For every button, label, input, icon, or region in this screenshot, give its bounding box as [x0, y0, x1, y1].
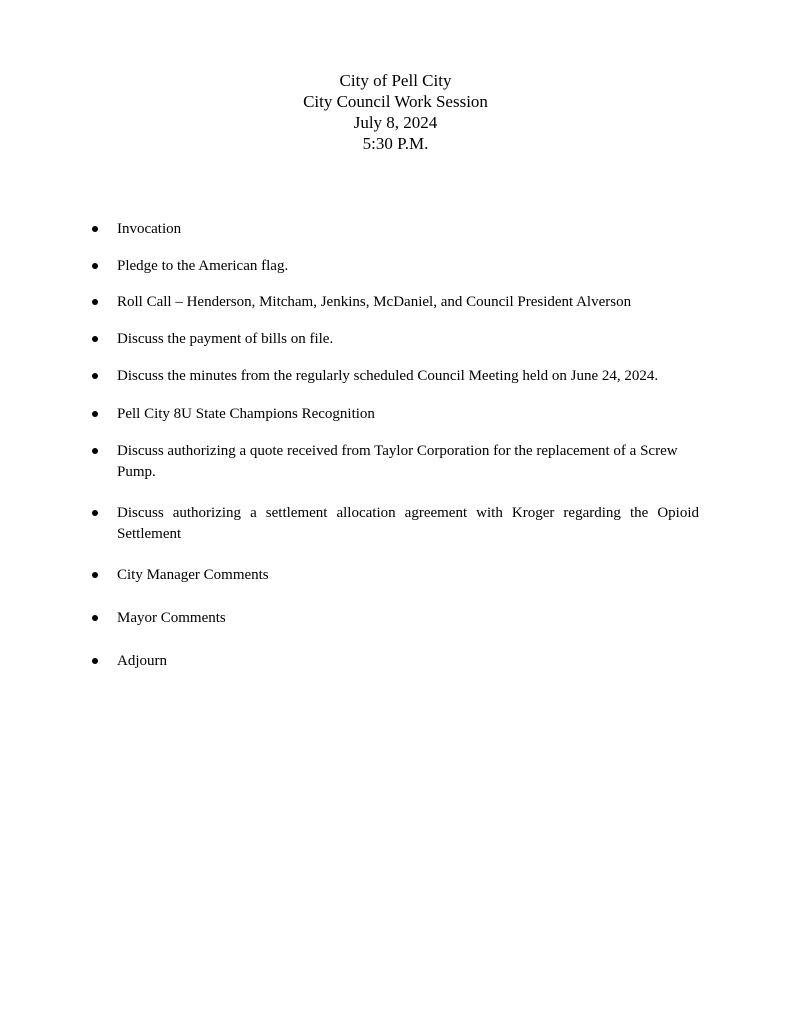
- agenda-item-text: Discuss the minutes from the regularly scheduled Council Meeting held on June 24, 2024.: [117, 368, 659, 384]
- bullet-icon: [92, 510, 98, 516]
- agenda-item-text: Pledge to the American flag.: [117, 258, 289, 274]
- bullet-icon: [92, 226, 98, 232]
- bullet-icon: [92, 411, 98, 417]
- agenda-item-text: Discuss authorizing a settlement allocation agreement with Kroger regarding the Opioid Settlement: [117, 505, 699, 542]
- agenda-item-text: Discuss authorizing a quote received from Taylor Corporation for the replacement of a Screw Pump.: [117, 443, 678, 480]
- agenda-item-text: Discuss the payment of bills on file.: [117, 331, 334, 347]
- bullet-icon: [92, 263, 98, 269]
- header-city-name: City of Pell City: [339, 71, 452, 90]
- header-date: July 8, 2024: [353, 113, 438, 132]
- header-session-title: City Council Work Session: [303, 92, 488, 111]
- agenda-item-text: Roll Call – Henderson, Mitcham, Jenkins, McDaniel, and Council President Alverson: [117, 294, 632, 310]
- bullet-icon: [92, 572, 98, 578]
- agenda-item-text: Pell City 8U State Champions Recognition: [117, 406, 375, 422]
- bullet-icon: [92, 373, 98, 379]
- agenda-item-text: City Manager Comments: [117, 567, 269, 583]
- bullet-icon: [92, 658, 98, 664]
- agenda-item-text: Invocation: [117, 221, 182, 237]
- bullet-icon: [92, 615, 98, 621]
- header-time: 5:30 P.M.: [362, 134, 429, 153]
- bullet-icon: [92, 299, 98, 305]
- bullet-icon: [92, 448, 98, 454]
- agenda-item-text: Mayor Comments: [117, 610, 226, 626]
- bullet-icon: [92, 336, 98, 342]
- agenda-item-text: Adjourn: [117, 653, 167, 669]
- document-header: [0, 70, 791, 154]
